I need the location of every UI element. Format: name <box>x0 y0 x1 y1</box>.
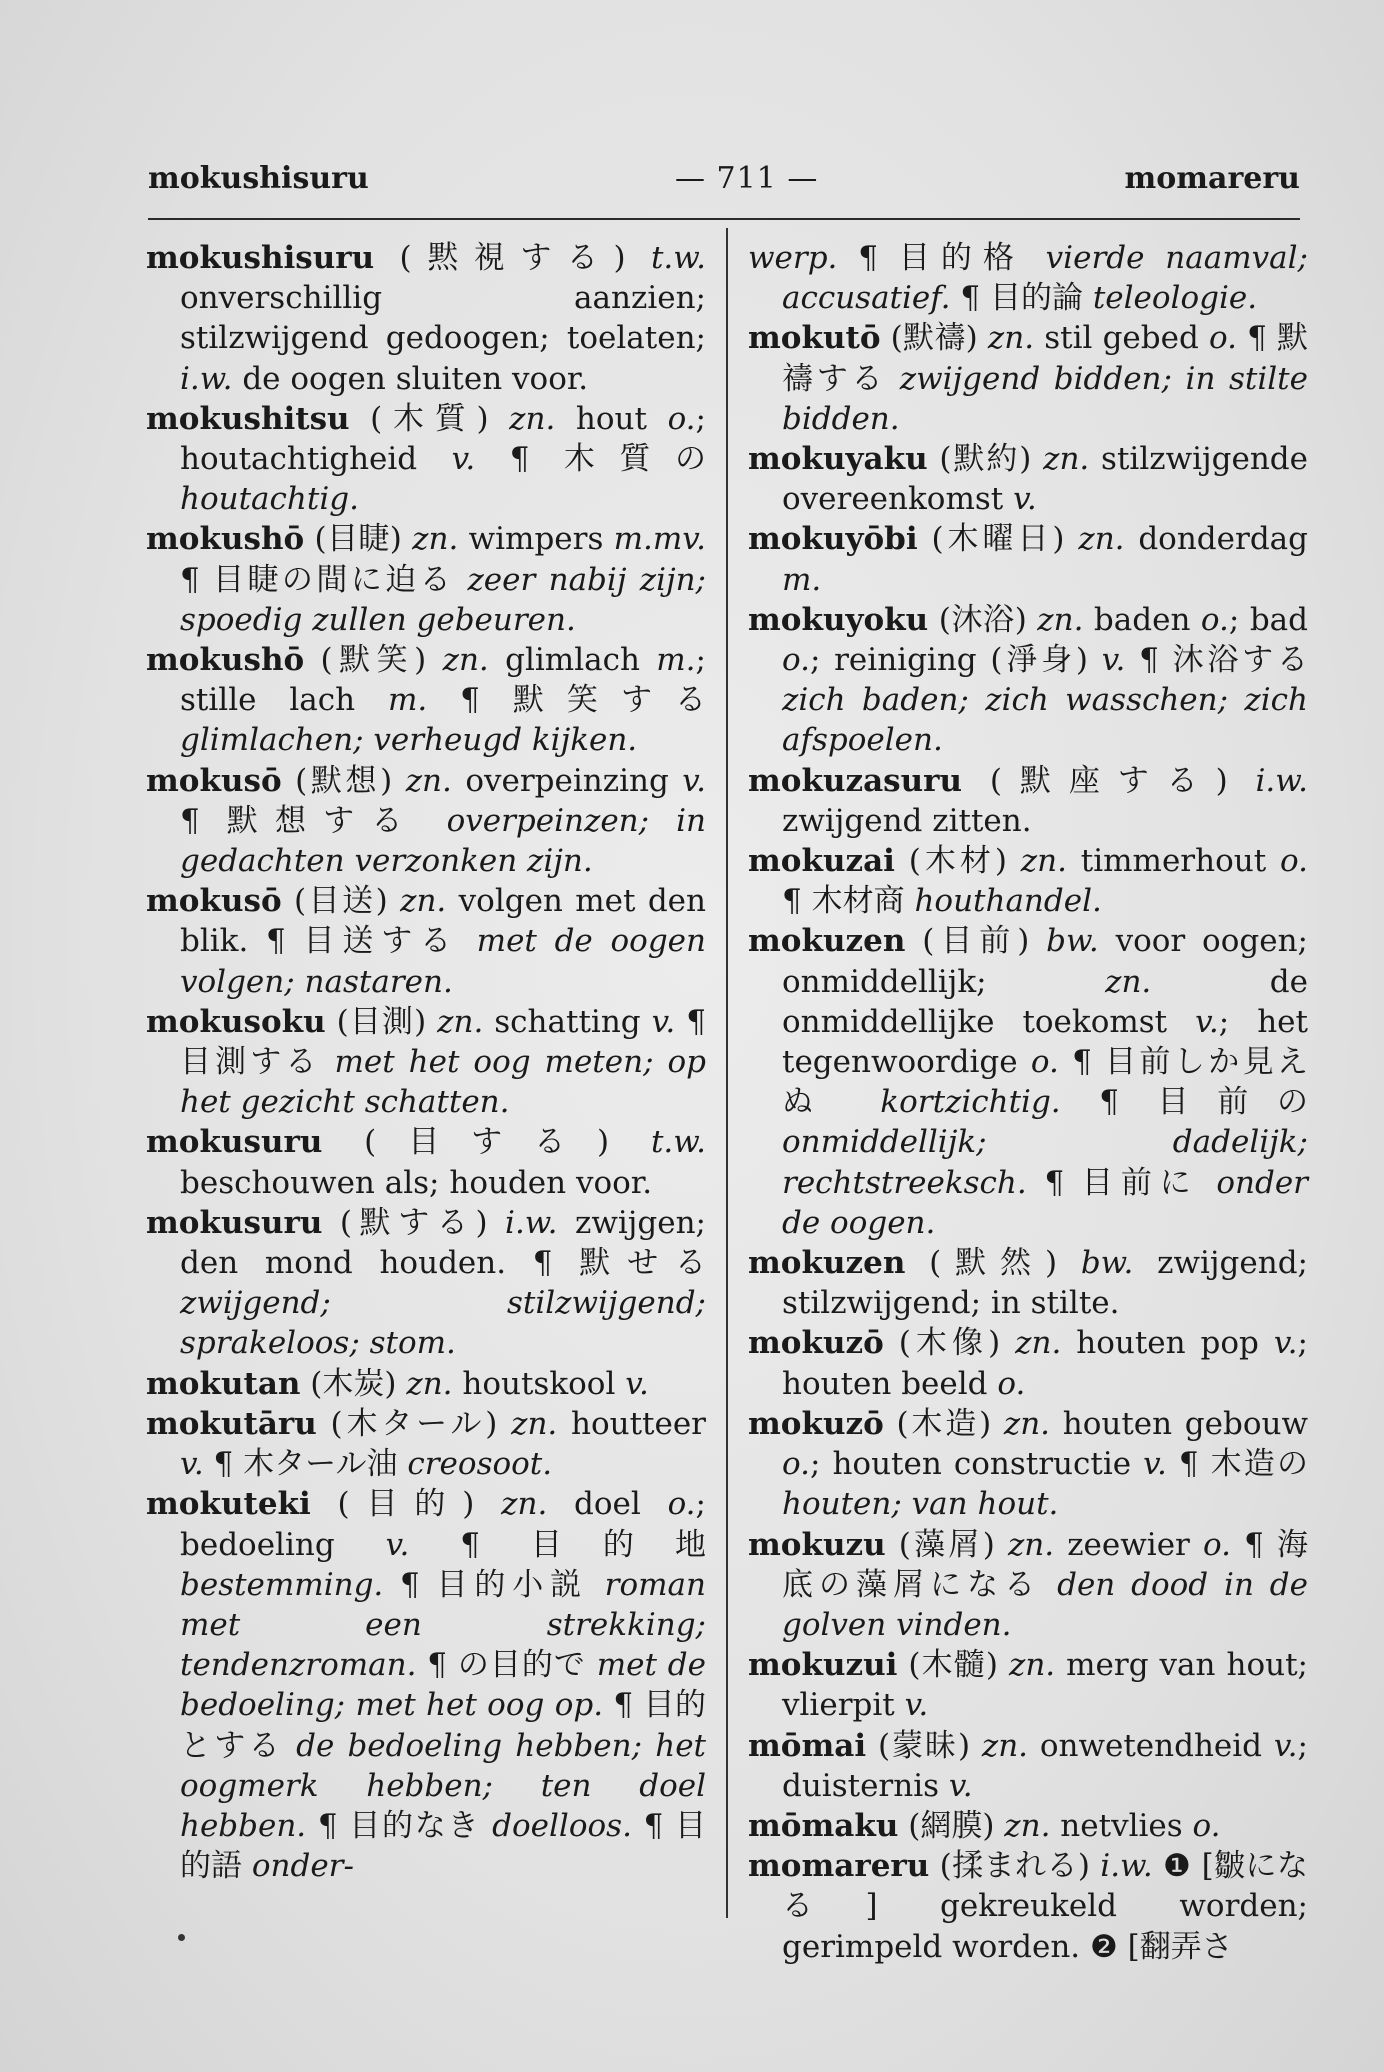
entry-italic: v. <box>625 1365 649 1402</box>
entry-headword: mokutō <box>748 320 881 357</box>
entry-kanji: (木炭) <box>300 1365 407 1402</box>
entry-kanji: (默座する) <box>962 762 1256 799</box>
entry-text: ¶ 目的格 <box>837 240 1046 276</box>
entry-italic: zn. <box>400 883 447 920</box>
entry-italic: v. <box>180 1446 204 1483</box>
entry-kanji: (默禱) <box>880 320 988 357</box>
entry-text: ; houtachtigheid <box>180 400 706 478</box>
entry-text: ¶ 默笑する <box>427 682 706 719</box>
dictionary-entry <box>748 1243 1308 1323</box>
dictionary-entry <box>748 600 1308 761</box>
entry-kanji: (黙視する) <box>374 240 651 276</box>
entry-text: ¶ 默想する <box>180 802 447 839</box>
entry-italic: zn. <box>987 320 1035 357</box>
entry-headword: mokuzō <box>748 1405 884 1442</box>
entry-italic: m. <box>782 561 822 598</box>
entry-text: beschouwen als; houden voor. <box>180 1164 653 1201</box>
dictionary-entry <box>748 318 1308 439</box>
entry-italic: zn. <box>509 400 556 437</box>
entry-kanji: (默想) <box>281 762 406 799</box>
entry-headword: mokuzai <box>748 843 895 880</box>
entry-kanji: (揉まれる) <box>929 1848 1101 1885</box>
entry-text: baden <box>1083 601 1201 638</box>
entry-kanji: (默する) <box>322 1204 506 1241</box>
dictionary-entry <box>146 1002 706 1123</box>
page-header <box>148 148 1300 208</box>
entry-italic: onder de oogen. <box>782 1164 1308 1241</box>
entry-kanji: (木像) <box>883 1325 1016 1362</box>
entry-italic: bestemming. <box>180 1566 384 1603</box>
entry-italic: den dood in de golven vinden. <box>782 1566 1308 1643</box>
entry-text: doel <box>547 1486 668 1523</box>
entry-kanji: (目送) <box>281 883 401 920</box>
running-head-right: momareru <box>1124 160 1300 196</box>
entry-italic: glimlachen; verheugd kijken. <box>180 722 638 759</box>
entry-italic: zn. <box>1015 1325 1062 1362</box>
entry-text: ; duisternis <box>782 1727 1308 1804</box>
entry-italic: bw. <box>1046 923 1099 960</box>
page-number: — 711 — <box>674 160 819 196</box>
entry-headword: mokusuru <box>146 1204 323 1241</box>
entry-text: ¶ 木質の <box>475 441 706 478</box>
entry-text: ¶ 目的とする <box>180 1687 707 1764</box>
entry-kanji: (木造) <box>883 1405 1004 1442</box>
entry-italic: zn. <box>405 762 452 799</box>
dictionary-entry <box>146 761 706 882</box>
entry-kanji: (木質) <box>349 400 510 437</box>
entry-italic: o. <box>1203 1526 1231 1563</box>
entry-text: zwijgend zitten. <box>782 802 1032 839</box>
entry-italic: i.w. <box>505 1204 558 1241</box>
entry-italic: zn. <box>501 1486 548 1523</box>
entry-italic: v. <box>1143 1446 1167 1483</box>
entry-text: ; stille lach <box>180 642 706 719</box>
entry-text: stilzwijgende overeenkomst <box>782 441 1308 518</box>
dictionary-entry <box>146 881 706 1002</box>
entry-text: onwetendheid <box>1028 1727 1274 1764</box>
entry-italic: v. <box>682 762 706 799</box>
entry-italic: teleologie. <box>1092 280 1258 317</box>
entry-text: ¶ 目的語 <box>180 1807 706 1885</box>
entry-headword: mokutāru <box>146 1405 317 1442</box>
dictionary-entry <box>748 238 1308 318</box>
entry-kanji: (木曜日) <box>917 521 1079 558</box>
right-column <box>748 238 1308 1967</box>
entry-text: houtteer <box>557 1405 707 1442</box>
dictionary-entry <box>146 399 706 520</box>
entry-italic: roman met een strekking; tendenzroman. <box>180 1566 706 1684</box>
entry-text: glimlach <box>488 642 657 679</box>
entry-italic: zn. <box>1043 441 1090 478</box>
entry-text: schatting <box>483 1003 652 1040</box>
entry-headword: mokuteki <box>146 1486 311 1523</box>
entry-italic: zn. <box>1078 521 1125 558</box>
entry-italic: zn. <box>1020 843 1067 880</box>
entry-italic: creosoot. <box>407 1446 553 1483</box>
entry-italic: v. <box>451 441 476 478</box>
entry-headword: mokushō <box>146 521 305 558</box>
entry-text: ; bad <box>1228 601 1308 638</box>
entry-kanji: (默然) <box>905 1245 1081 1282</box>
entry-italic: houthandel. <box>914 883 1102 920</box>
entry-italic: t.w. <box>650 240 706 276</box>
dictionary-entry <box>748 1726 1308 1806</box>
entry-text: ¶ の目的で <box>416 1647 597 1684</box>
entry-text: ¶ 木造の <box>1166 1446 1308 1483</box>
entry-italic: o. <box>782 642 810 679</box>
entry-headword: mokushitsu <box>146 400 350 437</box>
entry-italic: werp. <box>748 240 838 276</box>
entry-headword: mokuzō <box>748 1325 884 1362</box>
entry-italic: i.w. <box>1100 1848 1153 1885</box>
entry-kanji: (默笑) <box>304 642 443 679</box>
entry-text: ❶ [皺になる] gekreukeld worden; gerimpeld worden. ❷ [翻弄さ <box>782 1848 1308 1965</box>
entry-italic: v. <box>1273 1727 1298 1764</box>
entry-italic: zwijgend; stilzwijgend; sprakeloos; stom. <box>180 1285 706 1362</box>
entry-italic: v. <box>1273 1325 1298 1362</box>
entry-text: ¶ 目的なき <box>306 1807 493 1844</box>
entry-text: merg van hout; vlierpit <box>782 1647 1308 1724</box>
entry-italic: zn. <box>1004 1807 1051 1844</box>
entry-italic: met het oog meten; op het gezicht schatten. <box>180 1044 706 1121</box>
entry-italic: m. <box>656 642 696 679</box>
left-column <box>146 238 706 1886</box>
entry-text: netvlies <box>1050 1807 1193 1844</box>
dictionary-entry <box>146 640 706 761</box>
entry-italic: overpeinzen; in gedachten verzonken zijn. <box>180 802 707 880</box>
entry-kanji: (木材) <box>894 843 1021 880</box>
ink-speck <box>178 1934 185 1941</box>
entry-italic: zn. <box>1009 1647 1056 1684</box>
entry-text: timmerhout <box>1066 843 1281 880</box>
entry-headword: mōmai <box>748 1727 867 1764</box>
entry-text: ¶ 目的地 <box>409 1526 706 1563</box>
entry-kanji: (蒙昧) <box>866 1727 982 1764</box>
entry-text: ¶ 目的論 <box>950 280 1093 317</box>
dictionary-entry <box>146 1122 706 1202</box>
entry-italic: o. <box>1192 1807 1221 1844</box>
entry-headword: mokusō <box>146 762 282 799</box>
entry-italic: zn. <box>412 521 459 558</box>
entry-italic: o. <box>782 1446 810 1483</box>
entry-kanji: (目測) <box>325 1003 438 1040</box>
entry-headword: mokuyaku <box>748 441 928 478</box>
entry-text: voor oogen; onmiddellijk; <box>782 923 1308 1000</box>
entry-kanji: (藻屑) <box>885 1526 1008 1563</box>
entry-italic: zeer nabij zijn; spoedig zullen gebeuren. <box>180 561 707 638</box>
entry-headword: mokusoku <box>146 1003 326 1040</box>
entry-italic: houten; van hout. <box>782 1486 1059 1523</box>
entry-text: stil gebed <box>1034 320 1209 357</box>
entry-kanji: (默約) <box>927 441 1044 478</box>
entry-italic: zn. <box>437 1003 484 1040</box>
entry-italic: v. <box>948 1767 973 1804</box>
entry-text: ¶ 目測する <box>180 1003 706 1081</box>
entry-italic: de bedoeling hebben; het oogmerk hebben; ten doel hebben. <box>180 1727 706 1844</box>
entry-headword: mokushō <box>146 642 305 679</box>
entry-italic: onmiddellijk; dadelijk; rechtstreeksch. <box>782 1124 1308 1201</box>
entry-italic: v. <box>1013 481 1037 518</box>
dictionary-entry <box>146 1404 706 1484</box>
dictionary-entry <box>146 519 706 640</box>
entry-text: zwijgend; stilzwijgend; in stilte. <box>782 1245 1308 1322</box>
entry-italic: doelloos. <box>492 1807 632 1844</box>
entry-italic: zn. <box>511 1405 558 1442</box>
entry-headword: mōmaku <box>748 1807 899 1844</box>
entry-headword: mokuyōbi <box>748 521 918 558</box>
entry-kanji: (目前) <box>905 923 1047 960</box>
entry-italic: o. <box>1200 601 1229 638</box>
entry-italic: met de bedoeling; met het oog op. <box>180 1647 706 1724</box>
entry-italic: houtachtig. <box>180 481 359 518</box>
entry-text: ¶ 目前の <box>1060 1084 1308 1121</box>
entry-kanji: (目的) <box>310 1486 502 1523</box>
entry-italic: v. <box>651 1003 676 1040</box>
entry-italic: zn. <box>442 642 489 679</box>
column-divider <box>726 228 728 1918</box>
entry-text: houten gebouw <box>1050 1405 1308 1442</box>
dictionary-entry <box>748 439 1308 519</box>
entry-italic: o. <box>1030 1044 1059 1081</box>
entry-text: overpeinzing <box>451 762 683 799</box>
entry-italic: i.w. <box>1255 762 1308 799</box>
dictionary-entry <box>748 519 1308 599</box>
entry-text: donderdag <box>1124 521 1308 558</box>
entry-text: ¶ 目的小説 <box>383 1566 605 1603</box>
dictionary-entry <box>748 1645 1308 1725</box>
entry-text: ¶ 目前に <box>1026 1164 1217 1201</box>
dictionary-entry <box>748 1846 1308 1967</box>
entry-kanji: (目する) <box>322 1124 651 1161</box>
entry-italic: bw. <box>1080 1245 1134 1282</box>
entry-text: ; houten constructie <box>809 1446 1144 1483</box>
entry-headword: mokuzui <box>748 1647 898 1684</box>
entry-text: ¶ 木材商 <box>782 883 915 920</box>
entry-kanji: (木髓) <box>897 1647 1009 1684</box>
dictionary-entry <box>146 1203 706 1364</box>
entry-text: ¶ 目前しか見えぬ <box>782 1044 1308 1121</box>
entry-italic: v. <box>1101 642 1126 679</box>
entry-italic: zn. <box>1105 963 1152 1000</box>
entry-text: de onmiddellijke toekomst <box>782 963 1308 1040</box>
entry-text: onverschillig aanzien; stilzwijgend gedoogen; toelaten; <box>180 280 706 357</box>
entry-italic: met de oogen volgen; nastaren. <box>180 923 706 1000</box>
entry-italic: zn. <box>981 1727 1029 1764</box>
dictionary-entry <box>146 1364 706 1404</box>
entry-headword: momareru <box>748 1848 930 1885</box>
entry-text: ; het tegenwoordige <box>782 1003 1308 1081</box>
entry-text: hout <box>555 400 668 437</box>
entry-kanji: (目睫) <box>304 521 413 558</box>
entry-italic: i.w. <box>180 360 233 397</box>
entry-italic: v. <box>1195 1003 1219 1040</box>
entry-text: ; reiniging (淨身) <box>809 642 1102 679</box>
entry-text: ¶ 默禱する <box>782 320 1309 397</box>
header-rule <box>148 218 1300 220</box>
entry-headword: mokusō <box>146 883 282 920</box>
entry-text: ¶ 目睫の間に迫る <box>180 561 468 598</box>
running-head-left: mokushisuru <box>148 160 369 196</box>
entry-headword: mokuzasuru <box>748 762 963 799</box>
entry-text: wimpers <box>458 521 614 558</box>
dictionary-entry <box>748 1404 1308 1525</box>
entry-italic: v. <box>904 1687 929 1724</box>
entry-text: ¶ 海底の藻屑になる <box>782 1526 1308 1603</box>
entry-text: zwijgen; den mond houden. ¶ 默せる <box>180 1204 706 1282</box>
entry-italic: zich baden; zich wasschen; zich afspoelen. <box>782 682 1308 759</box>
entry-text: volgen met den blik. ¶ 目送する <box>180 883 706 960</box>
entry-italic: kortzichtig. <box>880 1084 1061 1121</box>
entry-headword: mokusuru <box>146 1124 323 1161</box>
entry-text: ; houten beeld <box>782 1325 1308 1402</box>
entry-headword: mokuzu <box>748 1526 886 1563</box>
entry-italic: zn. <box>1003 1405 1051 1442</box>
dictionary-entry <box>748 761 1308 841</box>
entry-italic: zn. <box>1007 1526 1055 1563</box>
dictionary-entry <box>748 921 1308 1243</box>
entry-italic: onder- <box>251 1848 354 1885</box>
entry-headword: mokuzen <box>748 1245 906 1282</box>
dictionary-entry <box>748 1525 1308 1646</box>
entry-headword: mokutan <box>146 1365 301 1402</box>
entry-kanji: (木タール) <box>316 1405 512 1442</box>
dictionary-entry <box>146 1484 706 1886</box>
entry-italic: m.mv. <box>613 521 706 558</box>
entry-italic: zn. <box>1037 601 1084 638</box>
entry-italic: o. <box>667 1486 696 1523</box>
dictionary-entry <box>748 1806 1308 1846</box>
entry-text: de oogen sluiten voor. <box>232 360 589 397</box>
entry-italic: vierde naamval; accusatief. <box>782 240 1308 317</box>
entry-italic: zn. <box>406 1365 453 1402</box>
entry-kanji: (沐浴) <box>928 601 1038 638</box>
entry-text: ; bedoeling <box>180 1486 706 1563</box>
entry-headword: mokushisuru <box>146 240 375 276</box>
entry-headword: mokuyoku <box>748 601 929 638</box>
entry-italic: o. <box>1208 320 1237 357</box>
dictionary-entry <box>748 1323 1308 1403</box>
dictionary-entry <box>748 841 1308 921</box>
entry-italic: m. <box>388 682 428 719</box>
entry-headword: mokuzen <box>748 923 906 960</box>
entry-italic: o. <box>997 1365 1026 1402</box>
entry-text: ¶ 木タール油 <box>203 1446 408 1483</box>
entry-italic: o. <box>667 400 696 437</box>
entry-text: houten pop <box>1061 1325 1274 1362</box>
entry-text: ¶ 沐浴する <box>1125 642 1308 679</box>
dictionary-entry <box>146 238 706 399</box>
entry-italic: t.w. <box>650 1124 706 1161</box>
entry-text: zeewier <box>1054 1526 1203 1563</box>
entry-text: houtskool <box>452 1365 626 1402</box>
entry-kanji: (網膜) <box>898 1807 1005 1844</box>
entry-italic: zwijgend bidden; in stilte bidden. <box>782 360 1308 437</box>
entry-italic: o. <box>1280 843 1308 880</box>
entry-italic: v. <box>385 1526 410 1563</box>
